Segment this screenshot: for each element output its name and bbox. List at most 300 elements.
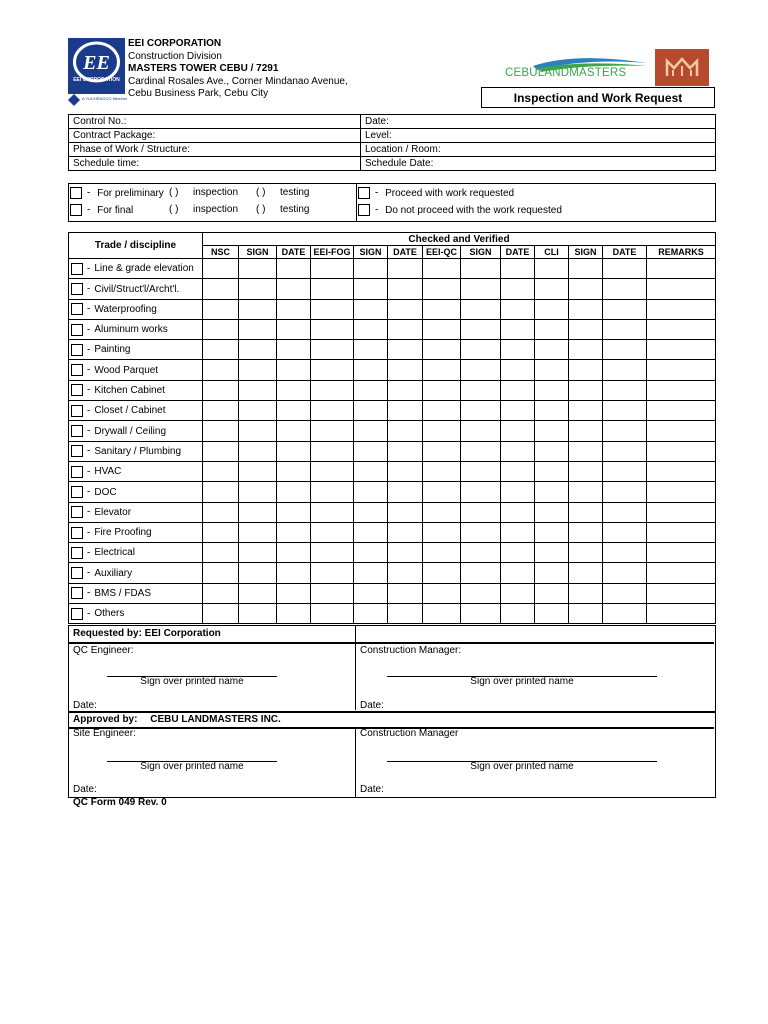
divider (69, 642, 714, 644)
entry-cell[interactable] (277, 380, 311, 400)
landmasters-emblem-icon (655, 49, 709, 86)
proceed-checkbox[interactable] (358, 187, 370, 199)
entry-cell[interactable] (569, 380, 603, 400)
date-field[interactable]: Date: (361, 115, 716, 129)
not-proceed-checkbox[interactable] (358, 204, 370, 216)
entry-cell[interactable] (388, 401, 423, 421)
control-no-field[interactable]: Control No.: (69, 115, 361, 129)
entry-cell[interactable] (388, 299, 423, 319)
trade-checkbox[interactable] (71, 384, 83, 396)
entry-cell[interactable] (501, 380, 535, 400)
entry-cell[interactable] (388, 360, 423, 380)
entry-cell[interactable] (311, 441, 354, 461)
entry-cell[interactable] (461, 482, 501, 502)
entry-cell[interactable] (535, 319, 569, 339)
entry-cell[interactable] (311, 401, 354, 421)
entry-cell[interactable] (239, 604, 277, 624)
sign-caption: Sign over printed name (470, 761, 574, 772)
entry-cell[interactable] (311, 583, 354, 603)
entry-cell[interactable] (569, 279, 603, 299)
entry-cell[interactable] (203, 299, 239, 319)
entry-cell[interactable] (535, 259, 569, 279)
entry-cell[interactable] (423, 441, 461, 461)
trade-checkbox[interactable] (71, 364, 83, 376)
final-testing-paren[interactable]: ( ) (256, 204, 266, 215)
entry-cell[interactable] (569, 360, 603, 380)
final-row (70, 204, 133, 218)
entry-cell[interactable] (311, 380, 354, 400)
entry-cell[interactable] (311, 421, 354, 441)
entry-cell[interactable] (603, 259, 647, 279)
entry-cell[interactable] (535, 461, 569, 481)
entry-cell[interactable] (461, 461, 501, 481)
entry-cell[interactable] (535, 380, 569, 400)
entry-cell[interactable] (277, 360, 311, 380)
entry-cell[interactable] (239, 319, 277, 339)
entry-cell[interactable] (423, 502, 461, 522)
approved-org: CEBU LANDMASTERS INC. (150, 714, 281, 725)
entry-cell[interactable] (603, 502, 647, 522)
entry-cell[interactable] (388, 319, 423, 339)
entry-cell[interactable] (203, 583, 239, 603)
entry-cell[interactable] (239, 502, 277, 522)
entry-cell[interactable] (354, 279, 388, 299)
entry-cell[interactable] (603, 441, 647, 461)
entry-cell[interactable] (461, 563, 501, 583)
entry-cell[interactable] (423, 522, 461, 542)
entry-cell[interactable] (603, 340, 647, 360)
entry-cell[interactable] (354, 461, 388, 481)
column-header: DATE (277, 246, 311, 259)
entry-cell[interactable] (535, 421, 569, 441)
entry-cell[interactable] (203, 604, 239, 624)
entry-cell[interactable] (277, 441, 311, 461)
entry-cell[interactable] (277, 421, 311, 441)
entry-cell[interactable] (203, 441, 239, 461)
entry-cell[interactable] (647, 482, 716, 502)
entry-cell[interactable] (647, 340, 716, 360)
entry-cell[interactable] (277, 482, 311, 502)
entry-cell[interactable] (203, 543, 239, 563)
entry-cell[interactable] (311, 259, 354, 279)
entry-cell[interactable] (388, 380, 423, 400)
entry-cell[interactable] (603, 360, 647, 380)
entry-cell[interactable] (239, 380, 277, 400)
entry-cell[interactable] (354, 299, 388, 319)
entry-cell[interactable] (647, 522, 716, 542)
entry-cell[interactable] (239, 482, 277, 502)
entry-cell[interactable] (501, 604, 535, 624)
entry-cell[interactable] (535, 522, 569, 542)
entry-cell[interactable] (388, 543, 423, 563)
entry-cell[interactable] (277, 583, 311, 603)
column-header: SIGN (569, 246, 603, 259)
entry-cell[interactable] (461, 340, 501, 360)
entry-cell[interactable] (354, 604, 388, 624)
entry-cell[interactable] (647, 279, 716, 299)
entry-cell[interactable] (423, 543, 461, 563)
entry-cell[interactable] (354, 360, 388, 380)
entry-cell[interactable] (535, 563, 569, 583)
entry-cell[interactable] (277, 319, 311, 339)
entry-cell[interactable] (569, 299, 603, 319)
trade-checkbox[interactable] (71, 527, 83, 539)
entry-cell[interactable] (354, 441, 388, 461)
entry-cell[interactable] (311, 604, 354, 624)
entry-cell[interactable] (603, 401, 647, 421)
entry-cell[interactable] (461, 360, 501, 380)
entry-cell[interactable] (311, 543, 354, 563)
entry-cell[interactable] (501, 522, 535, 542)
date-label: Date: (73, 784, 97, 795)
entry-cell[interactable] (203, 461, 239, 481)
entry-cell[interactable] (277, 604, 311, 624)
entry-cell[interactable] (461, 380, 501, 400)
trade-checkbox[interactable] (71, 567, 83, 579)
entry-cell[interactable] (603, 319, 647, 339)
entry-cell[interactable] (461, 299, 501, 319)
entry-cell[interactable] (423, 563, 461, 583)
trade-checkbox[interactable] (71, 324, 83, 336)
entry-cell[interactable] (461, 522, 501, 542)
entry-cell[interactable] (647, 299, 716, 319)
entry-cell[interactable] (388, 604, 423, 624)
entry-cell[interactable] (647, 421, 716, 441)
entry-cell[interactable] (203, 502, 239, 522)
entry-cell[interactable] (203, 340, 239, 360)
entry-cell[interactable] (388, 522, 423, 542)
entry-cell[interactable] (277, 401, 311, 421)
entry-cell[interactable] (277, 522, 311, 542)
final-checkbox[interactable] (70, 204, 82, 216)
entry-cell[interactable] (535, 340, 569, 360)
entry-cell[interactable] (423, 340, 461, 360)
level-field[interactable]: Level: (361, 129, 716, 143)
entry-cell[interactable] (277, 502, 311, 522)
entry-cell[interactable] (354, 543, 388, 563)
entry-cell[interactable] (603, 461, 647, 481)
entry-cell[interactable] (501, 259, 535, 279)
entry-cell[interactable] (603, 299, 647, 319)
entry-cell[interactable] (203, 319, 239, 339)
table-row (69, 259, 716, 279)
entry-cell[interactable] (569, 482, 603, 502)
date-label: Date: (73, 700, 97, 711)
trade-checkbox[interactable] (71, 587, 83, 599)
entry-cell[interactable] (423, 421, 461, 441)
trade-cell (69, 441, 203, 461)
entry-cell[interactable] (501, 543, 535, 563)
trade-checkbox[interactable] (71, 283, 83, 295)
entry-cell[interactable] (311, 563, 354, 583)
trade-header: Trade / discipline (69, 233, 203, 259)
qc-engineer-label: QC Engineer: (73, 645, 134, 656)
entry-cell[interactable] (277, 543, 311, 563)
entry-cell[interactable] (461, 319, 501, 339)
entry-cell[interactable] (647, 543, 716, 563)
entry-cell[interactable] (354, 522, 388, 542)
entry-cell[interactable] (501, 319, 535, 339)
entry-cell[interactable] (603, 482, 647, 502)
entry-cell[interactable] (423, 259, 461, 279)
entry-cell[interactable] (311, 461, 354, 481)
entry-cell[interactable] (311, 482, 354, 502)
entry-cell[interactable] (501, 299, 535, 319)
entry-cell[interactable] (603, 583, 647, 603)
entry-cell[interactable] (535, 360, 569, 380)
trade-cell (69, 401, 203, 421)
division: Construction Division (128, 50, 222, 62)
trade-checkbox[interactable] (71, 263, 83, 275)
entry-cell[interactable] (501, 340, 535, 360)
entry-cell[interactable] (239, 441, 277, 461)
entry-cell[interactable] (388, 563, 423, 583)
entry-cell[interactable] (569, 401, 603, 421)
preliminary-label: For preliminary (97, 187, 164, 199)
entry-cell[interactable] (423, 583, 461, 603)
contract-package-field[interactable]: Contract Package: (69, 129, 361, 143)
entry-cell[interactable] (647, 380, 716, 400)
entry-cell[interactable] (277, 563, 311, 583)
entry-cell[interactable] (535, 502, 569, 522)
entry-cell[interactable] (603, 563, 647, 583)
entry-cell[interactable] (569, 441, 603, 461)
entry-cell[interactable] (388, 461, 423, 481)
entry-cell[interactable] (311, 279, 354, 299)
trade-checkbox[interactable] (71, 466, 83, 478)
entry-cell[interactable] (461, 502, 501, 522)
entry-cell[interactable] (647, 604, 716, 624)
entry-cell[interactable] (388, 502, 423, 522)
entry-cell[interactable] (535, 543, 569, 563)
entry-cell[interactable] (603, 604, 647, 624)
entry-cell[interactable] (461, 401, 501, 421)
entry-cell[interactable] (354, 259, 388, 279)
entry-cell[interactable] (461, 441, 501, 461)
entry-cell[interactable] (239, 421, 277, 441)
entry-cell[interactable] (647, 502, 716, 522)
entry-cell[interactable] (501, 482, 535, 502)
entry-cell[interactable] (569, 583, 603, 603)
entry-cell[interactable] (461, 604, 501, 624)
trade-cell (69, 563, 203, 583)
svg-text:EE: EE (83, 52, 110, 74)
entry-cell[interactable] (388, 259, 423, 279)
entry-cell[interactable] (239, 259, 277, 279)
dash: - (87, 486, 91, 498)
trade-checkbox[interactable] (71, 486, 83, 498)
preliminary-testing-paren[interactable]: ( ) (256, 187, 266, 198)
preliminary-inspection-paren[interactable]: ( ) (169, 187, 179, 198)
entry-cell[interactable] (277, 461, 311, 481)
entry-cell[interactable] (388, 482, 423, 502)
entry-cell[interactable] (388, 340, 423, 360)
trade-checkbox[interactable] (71, 405, 83, 417)
entry-cell[interactable] (569, 502, 603, 522)
entry-cell[interactable] (423, 380, 461, 400)
entry-cell[interactable] (603, 522, 647, 542)
entry-cell[interactable] (239, 583, 277, 603)
entry-cell[interactable] (277, 259, 311, 279)
entry-cell[interactable] (388, 421, 423, 441)
entry-cell[interactable] (203, 421, 239, 441)
entry-cell[interactable] (423, 401, 461, 421)
entry-cell[interactable] (311, 319, 354, 339)
entry-cell[interactable] (239, 279, 277, 299)
preliminary-checkbox[interactable] (70, 187, 82, 199)
dash: - (87, 567, 91, 579)
final-inspection-paren[interactable]: ( ) (169, 204, 179, 215)
entry-cell[interactable] (277, 340, 311, 360)
entry-cell[interactable] (501, 421, 535, 441)
entry-cell[interactable] (203, 380, 239, 400)
entry-cell[interactable] (423, 299, 461, 319)
entry-cell[interactable] (647, 563, 716, 583)
entry-cell[interactable] (239, 340, 277, 360)
entry-cell[interactable] (569, 461, 603, 481)
entry-cell[interactable] (354, 340, 388, 360)
entry-cell[interactable] (501, 502, 535, 522)
entry-cell[interactable] (239, 401, 277, 421)
entry-cell[interactable] (647, 319, 716, 339)
preliminary-inspection-label: inspection (193, 187, 239, 198)
entry-cell[interactable] (239, 360, 277, 380)
entry-cell[interactable] (423, 461, 461, 481)
entry-cell[interactable] (647, 259, 716, 279)
entry-cell[interactable] (569, 563, 603, 583)
entry-cell[interactable] (461, 279, 501, 299)
entry-cell[interactable] (647, 360, 716, 380)
entry-cell[interactable] (388, 441, 423, 461)
entry-cell[interactable] (647, 583, 716, 603)
entry-cell[interactable] (461, 421, 501, 441)
entry-cell[interactable] (501, 563, 535, 583)
sign-caption: Sign over printed name (140, 676, 244, 687)
entry-cell[interactable] (239, 461, 277, 481)
entry-cell[interactable] (569, 604, 603, 624)
entry-cell[interactable] (501, 360, 535, 380)
entry-cell[interactable] (501, 401, 535, 421)
trade-cell (69, 319, 203, 339)
entry-cell[interactable] (423, 319, 461, 339)
trade-label: DOC (94, 486, 117, 498)
entry-cell[interactable] (461, 543, 501, 563)
entry-cell[interactable] (239, 543, 277, 563)
entry-cell[interactable] (388, 279, 423, 299)
entry-cell[interactable] (423, 360, 461, 380)
trade-checkbox[interactable] (71, 547, 83, 559)
entry-cell[interactable] (203, 360, 239, 380)
schedule-time-field[interactable]: Schedule time: (69, 157, 361, 171)
entry-cell[interactable] (311, 299, 354, 319)
column-header: DATE (388, 246, 423, 259)
table-row (69, 421, 716, 441)
trade-checkbox[interactable] (71, 425, 83, 437)
entry-cell[interactable] (647, 441, 716, 461)
entry-cell[interactable] (311, 522, 354, 542)
entry-cell[interactable] (569, 259, 603, 279)
entry-cell[interactable] (423, 482, 461, 502)
entry-cell[interactable] (647, 401, 716, 421)
entry-cell[interactable] (535, 583, 569, 603)
entry-cell[interactable] (569, 522, 603, 542)
entry-cell[interactable] (535, 441, 569, 461)
entry-cell[interactable] (354, 380, 388, 400)
entry-cell[interactable] (203, 563, 239, 583)
entry-cell[interactable] (311, 340, 354, 360)
entry-cell[interactable] (501, 279, 535, 299)
entry-cell[interactable] (535, 604, 569, 624)
column-header: CLI (535, 246, 569, 259)
proceed-row (358, 187, 514, 199)
entry-cell[interactable] (603, 380, 647, 400)
entry-cell[interactable] (277, 299, 311, 319)
entry-cell[interactable] (311, 502, 354, 522)
entry-cell[interactable] (647, 461, 716, 481)
entry-cell[interactable] (203, 259, 239, 279)
entry-cell[interactable] (535, 401, 569, 421)
trade-checkbox[interactable] (71, 506, 83, 518)
entry-cell[interactable] (354, 401, 388, 421)
entry-cell[interactable] (203, 401, 239, 421)
entry-cell[interactable] (569, 543, 603, 563)
entry-cell[interactable] (461, 259, 501, 279)
phase-of-work-field[interactable]: Phase of Work / Structure: (69, 143, 361, 157)
entry-cell[interactable] (239, 299, 277, 319)
entry-cell[interactable] (569, 421, 603, 441)
entry-cell[interactable] (354, 563, 388, 583)
dash: - (87, 405, 91, 417)
entry-cell[interactable] (239, 522, 277, 542)
trade-checkbox[interactable] (71, 608, 83, 620)
entry-cell[interactable] (569, 319, 603, 339)
preliminary-testing-label: testing (280, 187, 310, 198)
entry-cell[interactable] (603, 421, 647, 441)
location-room-field[interactable]: Location / Room: (361, 143, 716, 157)
entry-cell[interactable] (603, 279, 647, 299)
entry-cell[interactable] (501, 461, 535, 481)
trade-checkbox[interactable] (71, 445, 83, 457)
entry-cell[interactable] (203, 279, 239, 299)
entry-cell[interactable] (311, 360, 354, 380)
entry-cell[interactable] (203, 482, 239, 502)
entry-cell[interactable] (354, 421, 388, 441)
schedule-date-field[interactable]: Schedule Date: (361, 157, 716, 171)
entry-cell[interactable] (535, 279, 569, 299)
entry-cell[interactable] (354, 482, 388, 502)
entry-cell[interactable] (277, 279, 311, 299)
entry-cell[interactable] (354, 502, 388, 522)
entry-cell[interactable] (461, 583, 501, 603)
entry-cell[interactable] (423, 279, 461, 299)
entry-cell[interactable] (239, 563, 277, 583)
entry-cell[interactable] (203, 522, 239, 542)
checklist-table (68, 232, 716, 624)
trade-checkbox[interactable] (71, 344, 83, 356)
entry-cell[interactable] (423, 604, 461, 624)
entry-cell[interactable] (603, 543, 647, 563)
entry-cell[interactable] (388, 583, 423, 603)
entry-cell[interactable] (535, 482, 569, 502)
entry-cell[interactable] (501, 441, 535, 461)
info-table (68, 114, 716, 171)
entry-cell[interactable] (501, 583, 535, 603)
entry-cell[interactable] (354, 319, 388, 339)
entry-cell[interactable] (354, 583, 388, 603)
trade-checkbox[interactable] (71, 303, 83, 315)
entry-cell[interactable] (569, 340, 603, 360)
entry-cell[interactable] (535, 299, 569, 319)
